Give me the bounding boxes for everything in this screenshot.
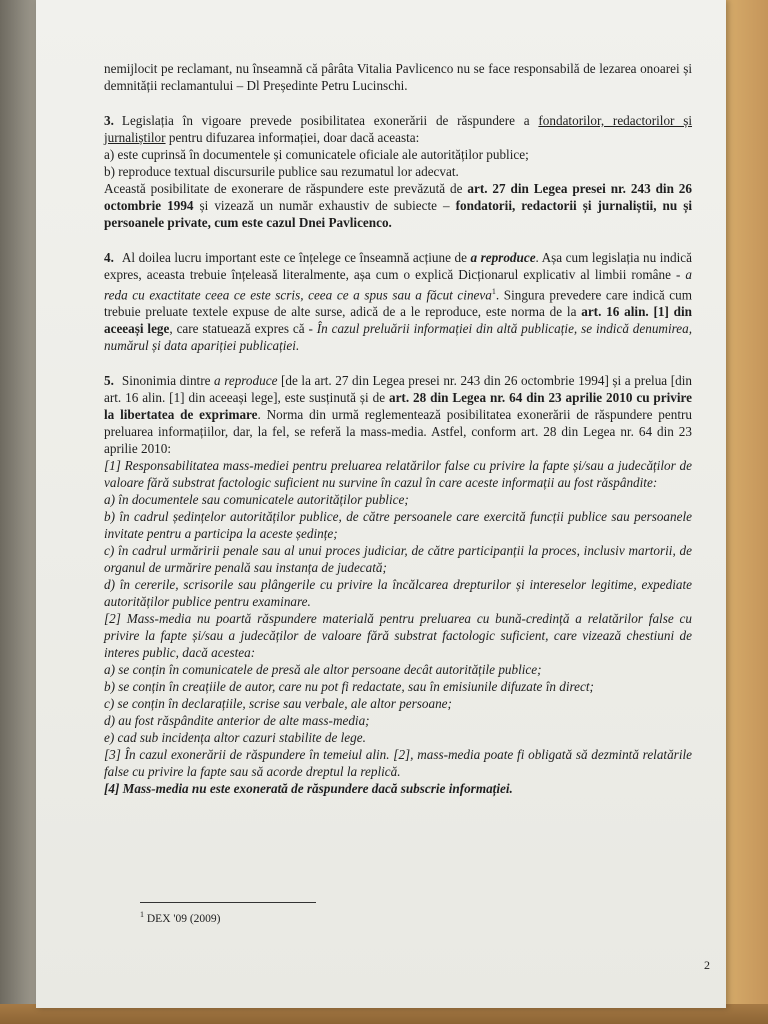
bold-text: art. 28 din Legea nr. 64 din 23 aprilie 2010 cu privire la libertatea de exprimare [104,390,693,423]
page-number: 2 [704,958,710,972]
footnote-divider [140,902,316,903]
quote-alin-2-d: d) au fost răspândite anterior de alte mass-media; [104,713,370,729]
quote-alin-1: [1] Responsabilitatea mass-mediei pentru preluarea relatărilor false cu privire la fapte și/sau a judecăților de valoare fără substrat factologic suficient nu survine în cazul în care aceste informații au fost răspândite: [104,458,692,491]
quote-alin-2-b: b) se conțin în creațiile de autor, care nu pot fi redactate, sau în emisiunile difuzate în direct; [104,679,594,695]
text: și vizează un număr exhaustiv de subiecte – [193,198,456,213]
bold-italic-text: a reproduce [470,250,536,265]
text: Legislația în vigoare prevede posibilitatea exonerării de răspundere a [121,113,539,128]
section-3-item-a: a) este cuprinsă în documentele și comunicatele oficiale ale autorităților publice; [104,147,529,162]
section-3-item-b: b) reproduce textual discursurile publice sau rezumatul lor adecvat. [104,164,459,179]
underlined-text: fondatorilor, redactorilor și jurnaliștilor [104,113,693,145]
quote-alin-2-a: a) se conțin în comunicatele de presă ale altor persoane decât autoritățile publice; [104,662,542,678]
italic-text: În cazul preluării informației din altă publicație, se indică denumirea, numărul și data apariției publicației. [104,321,692,354]
quote-alin-1-c: c) în cadrul urmăririi penale sau al unui proces judiciar, de către participanții la proces, inclusiv martorii, de organul de urmărire penală sau instanța de judecată; [104,543,692,576]
intro-paragraph: nemijlocit pe reclamant, nu înseamnă că pârâta Vitalia Pavlicenco nu se face responsabilă de lezarea onoarei și demnității reclamantului – Dl Președinte Petru Lucinschi. [104,61,692,93]
quote-alin-4: [4] Mass-media nu este exonerată de răspundere dacă subscrie informației. [104,781,513,797]
section-4-paragraph [104,249,692,354]
italic-text: a reda cu exactitate ceea ce este scris, ceea ce a spus sau a făcut cineva [104,267,692,303]
section-number: 3. [104,113,114,128]
text: . Norma din urmă reglementează posibilitatea exonerării de răspundere pentru preluarea informațiilor, dar, la fel, se referă la mass-media. Astfel, conform art. 28 din Legea nr. 64 din 23 aprilie 2010: [104,407,692,457]
footnote [140,910,221,925]
document-page [36,0,726,1008]
text: pentru difuzarea informației, doar dacă aceasta: [165,130,420,145]
quote-alin-1-d: d) în cererile, scrisorile sau plângerile cu privire la încălcarea drepturilor și intereselor legitime, expediate autorităților publice pentru examinare. [104,577,692,610]
quote-alin-1-b: b) în cadrul ședințelor autorităților publice, de către persoanele care exercită funcții publice sau persoanele invitate pentru a participa la aceste ședințe; [104,509,692,542]
bold-text: art. 27 din Legea presei nr. 243 din 26 octombrie 1994 [104,181,692,213]
text: Această posibilitate de exonerare de răspundere este prevăzută de [104,181,468,196]
section-number: 5. [104,373,114,389]
text: Sinonimia dintre [121,373,215,389]
footnote-mark: 1 [140,910,144,919]
footnote-text: DEX '09 (2009) [146,912,221,925]
section-5-paragraph [104,372,692,457]
quote-alin-2: [2] Mass-media nu poartă răspundere materială pentru preluarea cu bună-credință a relatărilor false cu privire la fapte și/sau a judecăților de valoare fără substrat factologic suficient, care vizează chestiuni de interes public, dacă acestea: [104,611,692,661]
section-3-paragraph [104,112,692,146]
italic-text: a reproduce [214,373,278,389]
text: [de la art. 27 din Legea presei nr. 243 din 26 octombrie 1994] și a prelua [din art. 16 alin. [1] din aceeași lege], este susținută și de [104,373,692,406]
quote-alin-3: [3] În cazul exonerării de răspundere în temeiul alin. [2], mass-media poate fi obligată să dezmintă relatările false cu privire la fapte sau să acorde dreptul la replică. [104,747,692,780]
footnote-reference: 1 [491,287,496,296]
section-3-conclusion [104,180,692,231]
bold-text: art. 16 alin. [1] din aceeași lege [104,304,692,337]
text: . Singura prevedere care indică cum trebuie preluate textele expuse de alte surse, adică de a le reproduce, este norma de la [104,287,692,320]
text: . Așa cum legislația nu indică expres, aceasta trebuie înțeleasă literalmente, așa cum o explică Dicționarul explicativ al limbii române - [104,250,692,282]
quote-alin-2-c: c) se conțin în declarațiile, scrise sau verbale, ale altor persoane; [104,696,452,712]
section-number: 4. [104,250,114,265]
quote-alin-1-a: a) în documentele sau comunicatele autorităților publice; [104,492,409,508]
page-body [104,60,692,797]
desk-background-left [0,0,40,1024]
bold-text: fondatorii, redactorii și jurnaliștii, nu și persoanele private, cum este cazul Dnei Pavlicenco. [104,198,692,230]
text: , care statuează expres că - [169,321,317,337]
quote-alin-2-e: e) cad sub incidența altor cazuri stabilite de lege. [104,730,366,746]
text: Al doilea lucru important este ce înțelege ce înseamnă acțiune de [121,250,471,265]
